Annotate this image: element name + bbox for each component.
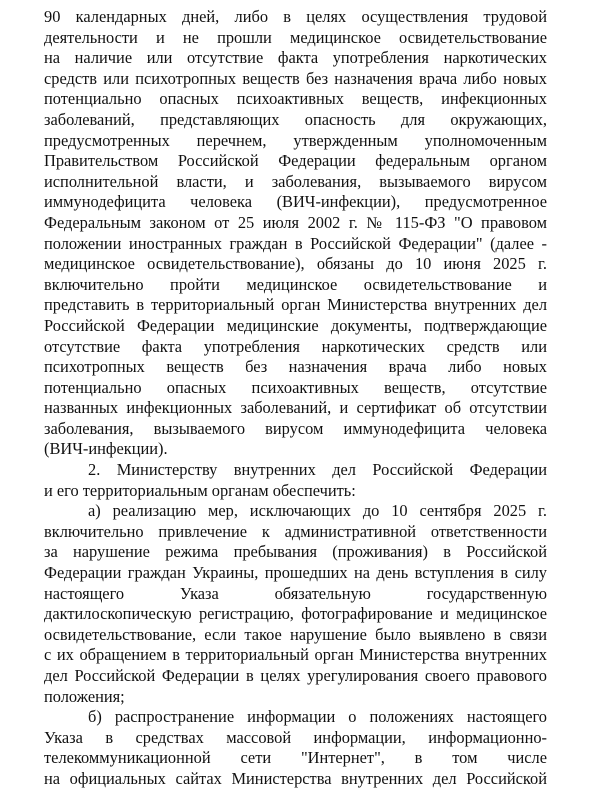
text-line: Указа в средствах массовой информации, информационно- xyxy=(44,727,547,747)
text-line: включительно привлечение к административной ответственности xyxy=(44,521,547,541)
text-line: психотропных веществ без назначения врача либо новых xyxy=(44,357,547,377)
document-text xyxy=(44,7,547,790)
text-line: иммунодефицита человека (ВИЧ-инфекции), предусмотренное xyxy=(44,192,547,212)
text-line: с их обращением в территориальный орган Министерства внутренних xyxy=(44,645,547,665)
text-line: а) реализацию мер, исключающих до 10 сентября 2025 г. xyxy=(88,501,547,521)
text-line: б) распространение информации о положениях настоящего xyxy=(88,707,547,727)
text-line: освидетельствование, если такое нарушение было выявлено в связи xyxy=(44,624,547,644)
text-line: дактилоскопическую регистрацию, фотографирование и медицинское xyxy=(44,604,547,624)
paragraph-2a xyxy=(44,501,547,707)
text-line: включительно пройти медицинское освидетельствование и xyxy=(44,274,547,294)
paragraph-1-continuation xyxy=(44,7,547,460)
text-line: отсутствие факта употребления наркотических средств или xyxy=(44,336,547,356)
text-line: Правительством Российской Федерации федеральным органом xyxy=(44,151,547,171)
text-line: средств или психотропных веществ без назначения врача либо новых xyxy=(44,68,547,88)
text-line: и его территориальным органам обеспечить: xyxy=(44,480,356,500)
paragraph-2 xyxy=(44,460,547,501)
text-line: заболевания, вызываемого вирусом иммунодефицита человека xyxy=(44,418,547,438)
text-line: заболеваний, представляющих опасность для окружающих, xyxy=(44,109,547,129)
text-line: телекоммуникационной сети "Интернет", в том числе xyxy=(44,748,547,768)
text-line: положения; xyxy=(44,686,125,706)
text-line: предусмотренных перечнем, утвержденным уполномоченным xyxy=(44,130,547,150)
text-line: потенциально опасных психоактивных веществ, отсутствие xyxy=(44,377,547,397)
paragraph-2b xyxy=(44,707,547,789)
text-line: представить в территориальный орган Министерства внутренних дел xyxy=(44,295,547,315)
text-line: на наличие или отсутствие факта употребления наркотических xyxy=(44,48,547,68)
text-line: исполнительной власти, и заболевания, вызываемого вирусом xyxy=(44,171,547,191)
text-line: (ВИЧ-инфекции). xyxy=(44,439,168,459)
text-line: 90 календарных дней, либо в целях осуществления трудовой xyxy=(44,7,547,26)
text-line: Федеральным законом от 25 июля 2002 г. № 115-ФЗ "О правовом xyxy=(44,212,547,232)
text-line: 2. Министерству внутренних дел Российской Федерации xyxy=(88,460,547,480)
text-line: названных инфекционных заболеваний, и сертификат об отсутствии xyxy=(44,398,547,418)
text-line: за нарушение режима пребывания (проживания) в Российской xyxy=(44,542,547,562)
text-line: деятельности и не прошли медицинское освидетельствование xyxy=(44,27,547,47)
text-line: дел Российской Федерации в целях урегулирования своего правового xyxy=(44,666,547,685)
text-line: Федерации граждан Украины, прошедших на день вступления в силу xyxy=(44,563,547,583)
text-line: положении иностранных граждан в Российской Федерации" (далее - xyxy=(44,233,547,253)
text-line: на официальных сайтах Министерства внутренних дел Российской xyxy=(44,768,547,788)
text-line: Российской Федерации медицинские документы, подтверждающие xyxy=(44,315,547,335)
text-line: настоящего Указа обязательную государственную xyxy=(44,583,547,603)
text-line: потенциально опасных психоактивных веществ, инфекционных xyxy=(44,89,547,109)
text-line: медицинское освидетельствование), обязаны до 10 июня 2025 г. xyxy=(44,254,547,274)
